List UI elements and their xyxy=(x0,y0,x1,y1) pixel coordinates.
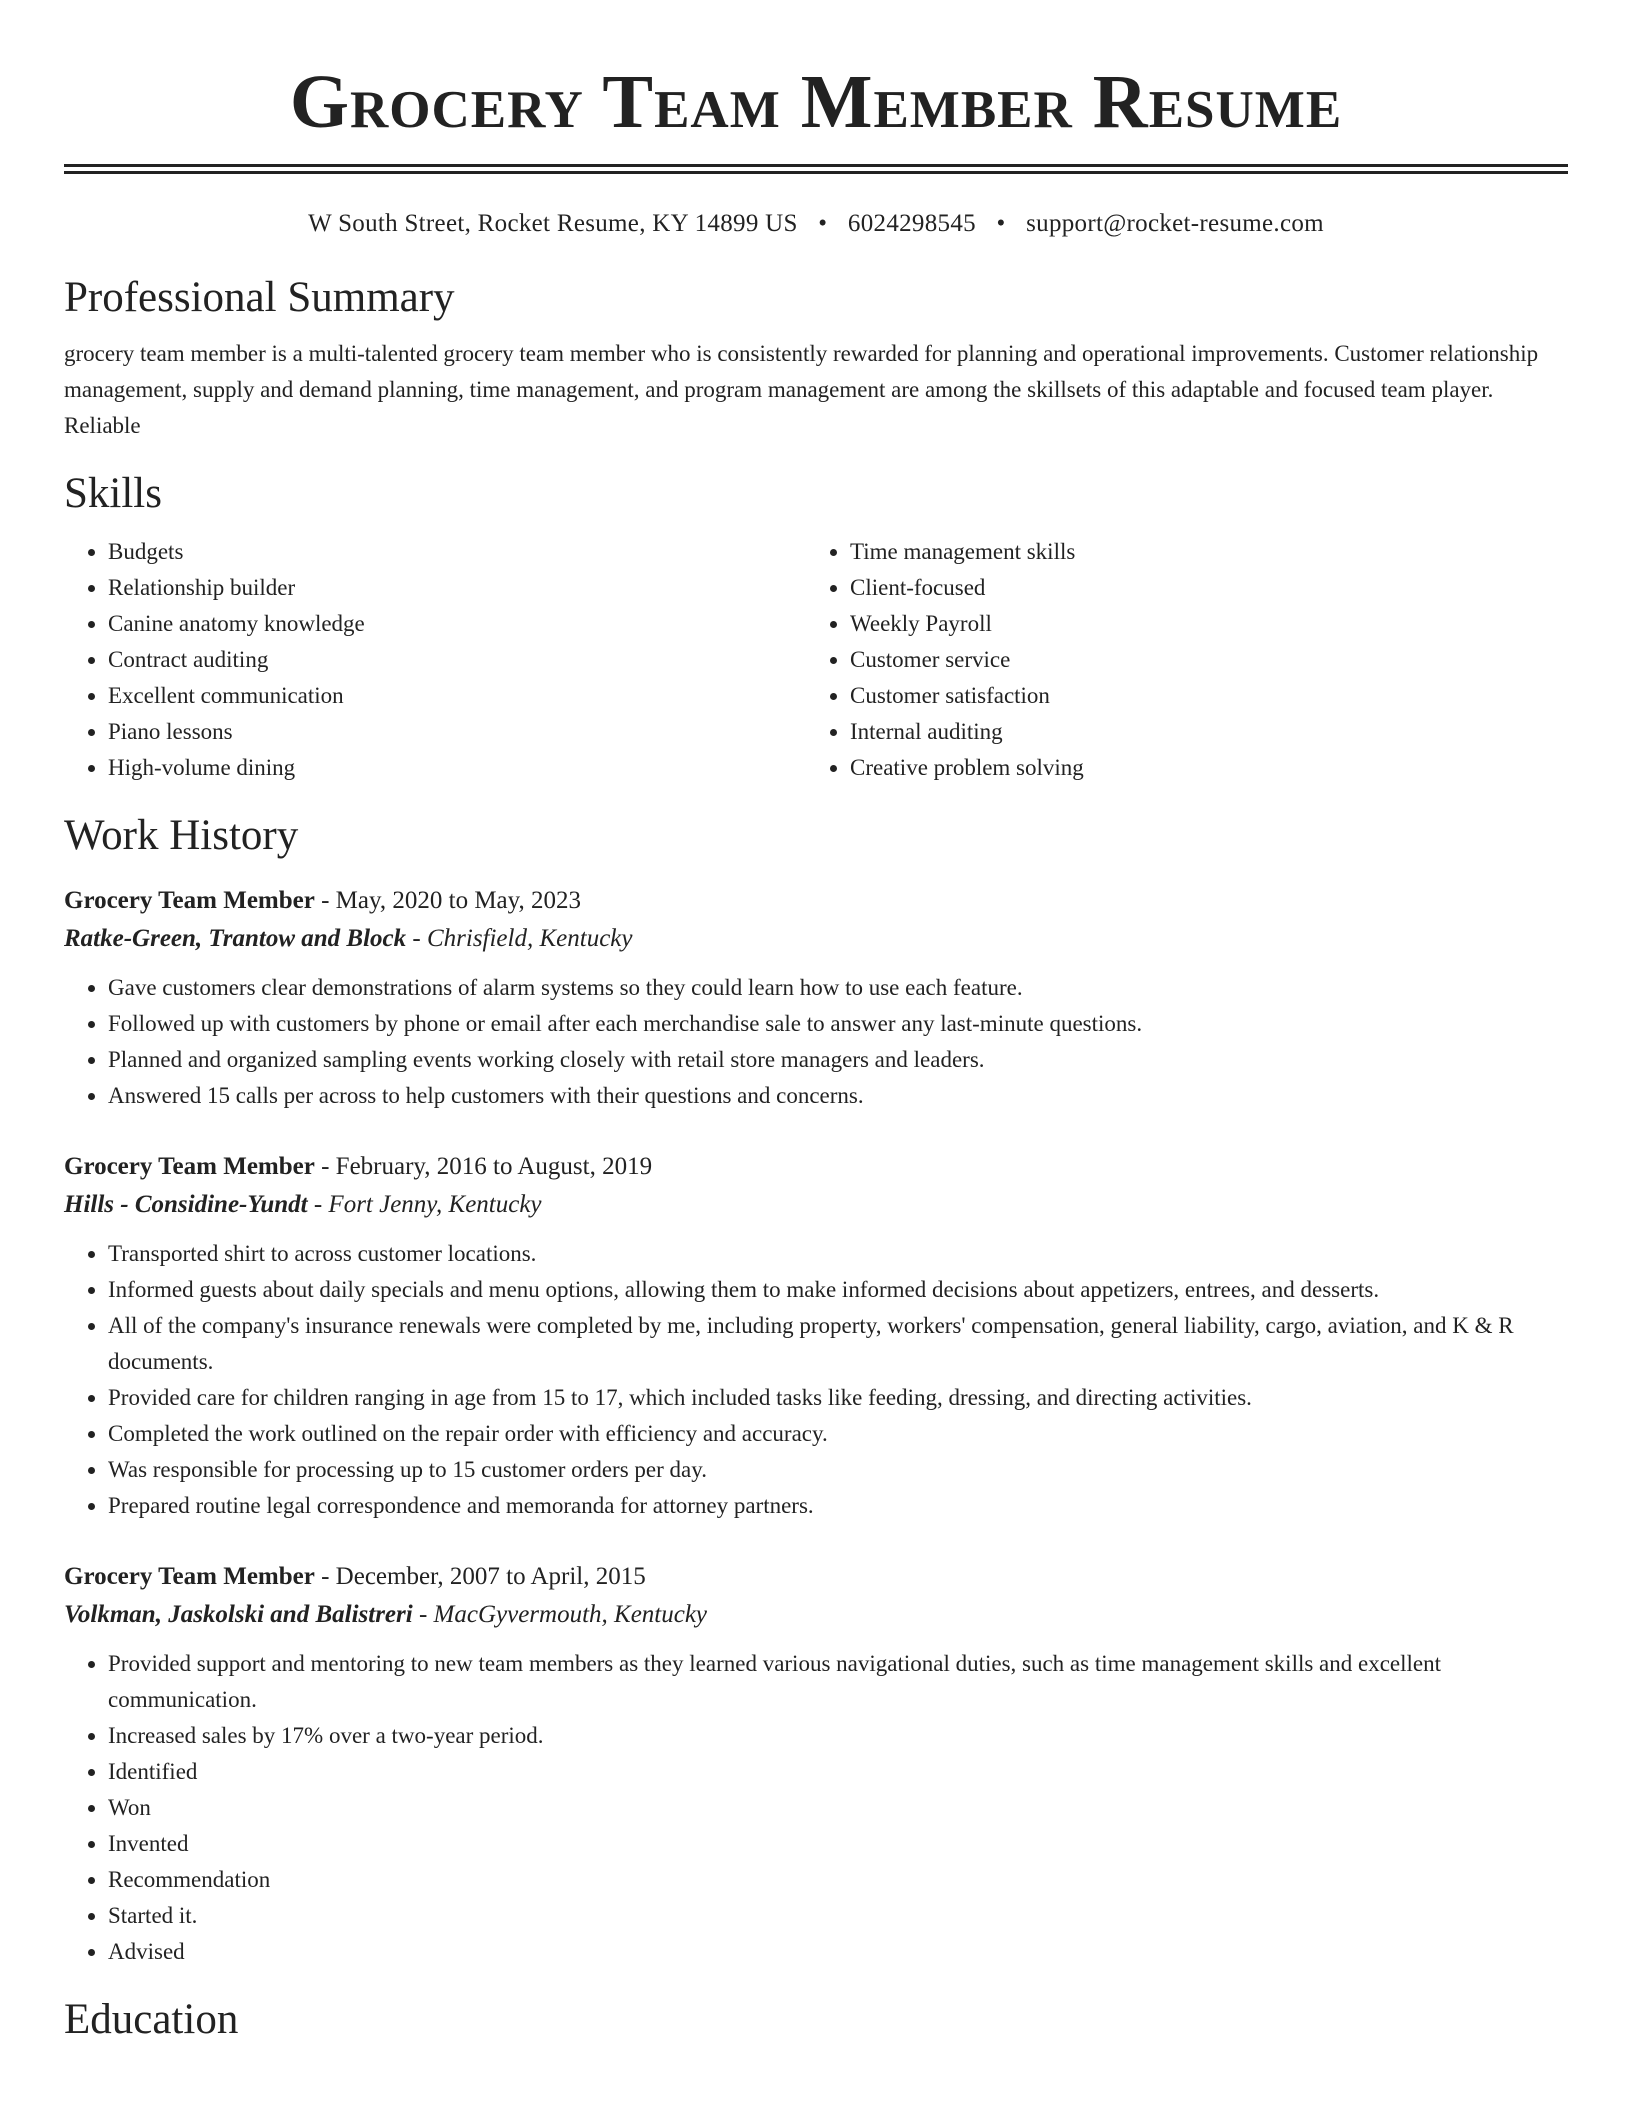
duty-item: • Provided care for children ranging in age from 15 to 17, which included tasks like feeding, dressing, and directing activities. xyxy=(108,1380,1568,1416)
skill-item: • Customer satisfaction xyxy=(850,678,1548,714)
duty-item: • All of the company's insurance renewals were completed by me, including property, workers' compensation, general liability, cargo, aviation, and K & R documents. xyxy=(108,1308,1568,1380)
contact-address: W South Street, Rocket Resume, KY 14899 US xyxy=(308,210,798,237)
duty-item: • Prepared routine legal correspondence and memoranda for attorney partners. xyxy=(108,1488,1568,1524)
skill-item: • Customer service xyxy=(850,642,1548,678)
job-entry xyxy=(64,882,1568,1114)
job-entry xyxy=(64,1558,1568,1970)
contact-email: support@rocket-resume.com xyxy=(1026,210,1324,237)
skill-item: • Canine anatomy knowledge xyxy=(108,606,806,642)
skills-heading: Skills xyxy=(64,470,162,517)
job-company-line xyxy=(64,920,1568,958)
contact-phone: 6024298545 xyxy=(847,210,976,237)
skills-left-list xyxy=(64,534,806,786)
duty-item: • Invented xyxy=(108,1826,1568,1862)
duty-item: • Advised xyxy=(108,1934,1568,1970)
duty-item: • Recommendation xyxy=(108,1862,1568,1898)
skills-grid xyxy=(64,534,1568,786)
skill-item: • Time management skills xyxy=(850,534,1548,570)
summary-text: grocery team member is a multi-talented grocery team member who is consistently rewarded for planning and operational improvements. Customer relationship management, supply and demand planning, time management, and program management are among the skillsets of this adaptable and focused team player. Reliable xyxy=(64,341,1539,438)
duty-item: • Completed the work outlined on the repair order with efficiency and accuracy. xyxy=(108,1416,1568,1452)
skill-item: • Contract auditing xyxy=(108,642,806,678)
skill-item: • High-volume dining xyxy=(108,750,806,786)
job-title: Grocery Team Member xyxy=(64,887,315,914)
duty-item: • Was responsible for processing up to 15 customer orders per day. xyxy=(108,1452,1568,1488)
resume-title: Grocery Team Member Resume xyxy=(289,60,1343,144)
duty-item: • Won xyxy=(108,1790,1568,1826)
title-divider xyxy=(64,164,1568,174)
job-dates: - February, 2016 to August, 2019 xyxy=(314,1153,653,1180)
skill-item: • Budgets xyxy=(108,534,806,570)
job-company-line xyxy=(64,1186,1568,1224)
skill-item: • Relationship builder xyxy=(108,570,806,606)
job-title-line xyxy=(64,1558,1568,1596)
work-history-heading: Work History xyxy=(64,812,299,859)
education-heading: Education xyxy=(64,1996,239,2043)
contact-line xyxy=(64,208,1568,240)
job-duties-list xyxy=(64,1236,1568,1524)
duty-item: • Answered 15 calls per across to help customers with their questions and concerns. xyxy=(108,1078,1568,1114)
job-duties-list xyxy=(64,1646,1568,1970)
job-company: Hills - Considine-Yundt xyxy=(64,1191,308,1218)
job-location: - Chrisfield, Kentucky xyxy=(406,925,633,952)
skills-right-list xyxy=(806,534,1548,786)
duty-item: • Increased sales by 17% over a two-year period. xyxy=(108,1718,1568,1754)
contact-separator: • xyxy=(996,210,1006,237)
duty-item: • Transported shirt to across customer locations. xyxy=(108,1236,1568,1272)
skill-item: • Internal auditing xyxy=(850,714,1548,750)
job-company: Ratke-Green, Trantow and Block xyxy=(64,925,407,952)
skill-item: • Weekly Payroll xyxy=(850,606,1548,642)
job-entry xyxy=(64,1148,1568,1524)
skill-item: • Piano lessons xyxy=(108,714,806,750)
job-dates: - May, 2020 to May, 2023 xyxy=(314,887,582,914)
job-title: Grocery Team Member xyxy=(64,1563,315,1590)
skill-item: • Client-focused xyxy=(850,570,1548,606)
summary-heading: Professional Summary xyxy=(64,274,455,321)
duty-item: • Gave customers clear demonstrations of alarm systems so they could learn how to use each feature. xyxy=(108,970,1568,1006)
job-title-line xyxy=(64,882,1568,920)
duty-item: • Provided support and mentoring to new team members as they learned various navigational duties, such as time management skills and excellent communication. xyxy=(108,1646,1568,1718)
duty-item: • Identified xyxy=(108,1754,1568,1790)
job-company-line xyxy=(64,1596,1568,1634)
duty-item: • Informed guests about daily specials and menu options, allowing them to make informed decisions about appetizers, entrees, and desserts. xyxy=(108,1272,1568,1308)
duty-item: • Started it. xyxy=(108,1898,1568,1934)
skill-item: • Excellent communication xyxy=(108,678,806,714)
job-dates: - December, 2007 to April, 2015 xyxy=(314,1563,646,1590)
duty-item: • Followed up with customers by phone or email after each merchandise sale to answer any last-minute questions. xyxy=(108,1006,1568,1042)
duty-item: • Planned and organized sampling events working closely with retail store managers and leaders. xyxy=(108,1042,1568,1078)
job-location: - MacGyvermouth, Kentucky xyxy=(412,1601,708,1628)
job-title: Grocery Team Member xyxy=(64,1153,315,1180)
job-duties-list xyxy=(64,970,1568,1114)
job-location: - Fort Jenny, Kentucky xyxy=(307,1191,542,1218)
job-company: Volkman, Jaskolski and Balistreri xyxy=(64,1601,413,1628)
contact-separator: • xyxy=(818,210,828,237)
job-title-line xyxy=(64,1148,1568,1186)
skill-item: • Creative problem solving xyxy=(850,750,1548,786)
